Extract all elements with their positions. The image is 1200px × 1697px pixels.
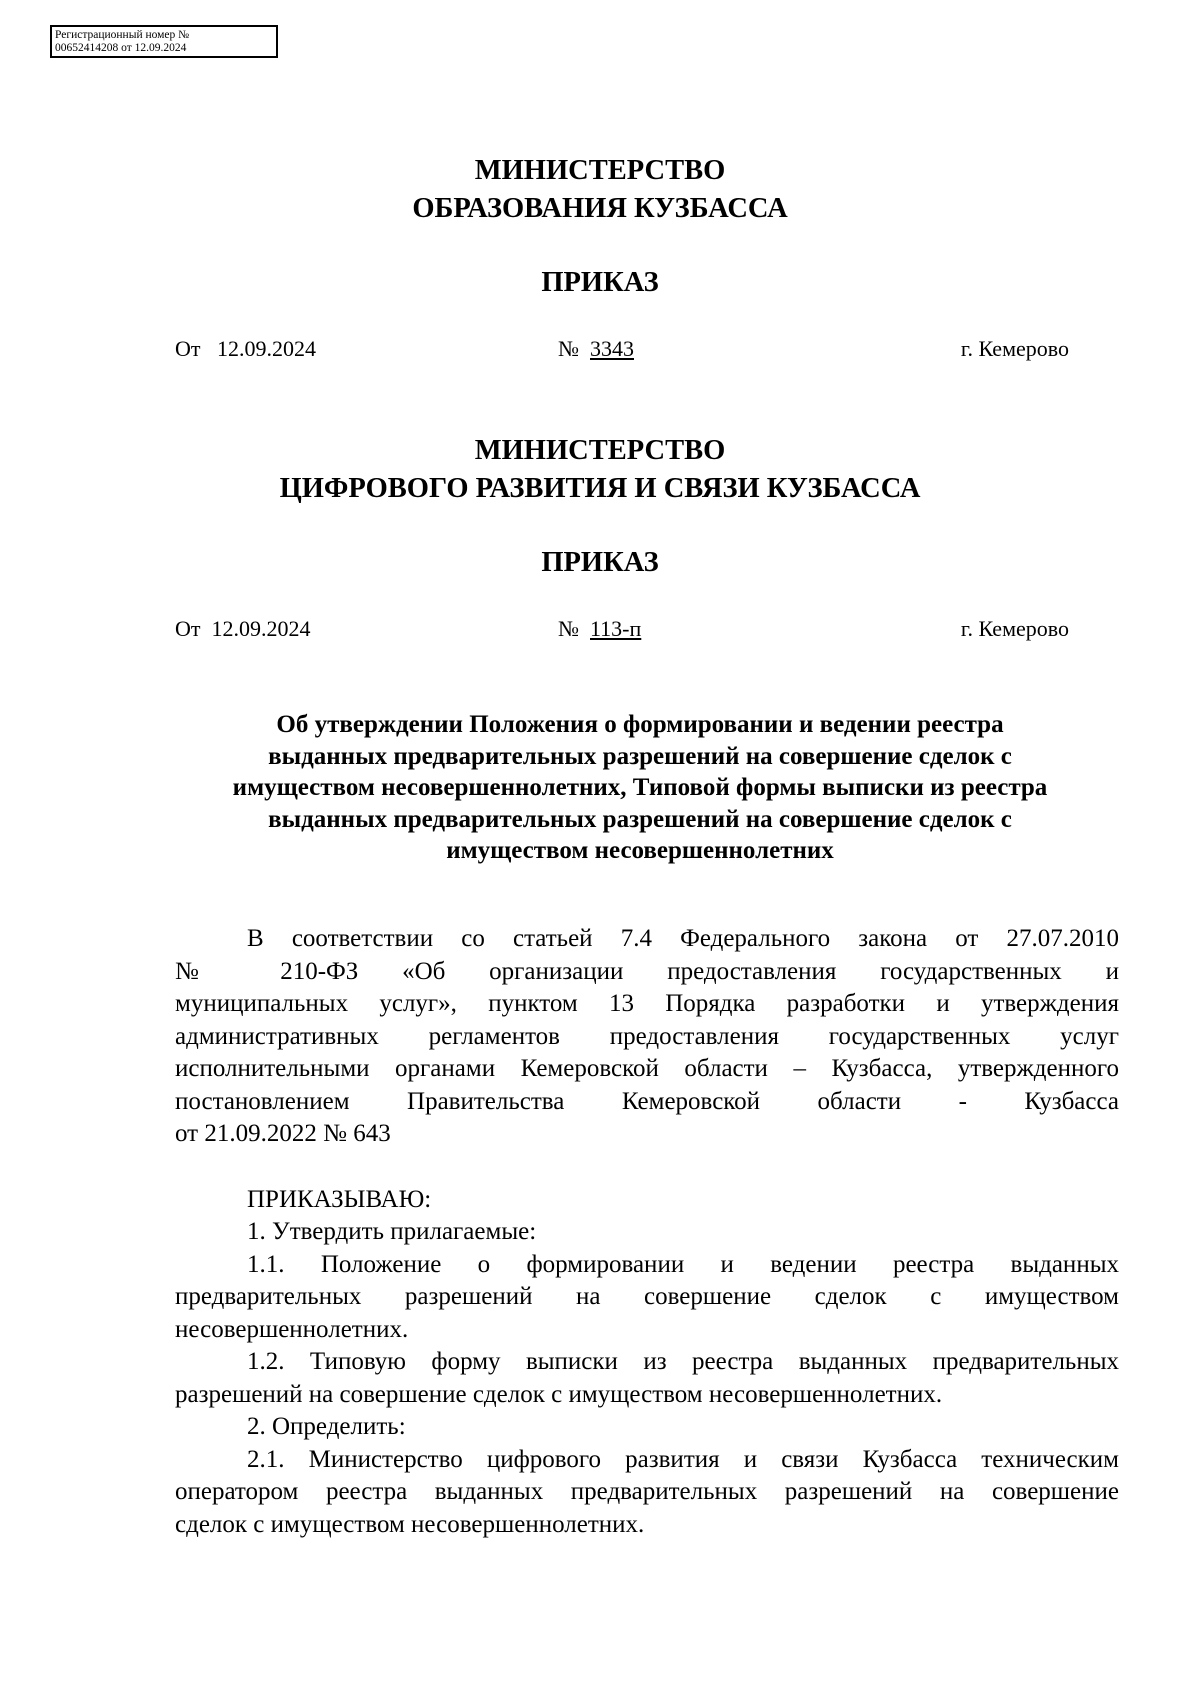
order-city-2: г. Кемерово: [960, 616, 1069, 641]
subject-line: Об утверждении Положения о формировании и ведении реестра: [276, 711, 1004, 738]
order-word: ПРИКАЗЫВАЮ:: [247, 1185, 432, 1213]
item-2: 2. Определить:: [247, 1413, 406, 1440]
item-1-1: [175, 1249, 1119, 1347]
order-number-2: № 113-п: [558, 616, 642, 641]
preamble-line: от 21.09.2022 № 643: [175, 1120, 391, 1147]
registration-number-value: 00652414208 от 12.09.2024: [55, 42, 187, 54]
item-1-2: [175, 1346, 1119, 1411]
ministry-heading-digital: [0, 432, 1200, 508]
preamble-line: В соответствии со статьей 7.4 Федерального закона от 27.07.2010: [247, 925, 1119, 952]
order-city-1: г. Кемерово: [960, 336, 1069, 361]
item-line: оператором реестра выданных предварительных разрешений на совершение: [175, 1478, 1119, 1505]
item-line: сделок с имуществом несовершеннолетних.: [175, 1510, 645, 1538]
ministry-title-line1: МИНИСТЕРСТВО: [474, 435, 726, 466]
item-line: разрешений на совершение сделок с имуществом несовершеннолетних.: [175, 1380, 943, 1408]
ministry-title-line2: ЦИФРОВОГО РАЗВИТИЯ И СВЯЗИ КУЗБАССА: [279, 473, 921, 504]
order-title-1: ПРИКАЗ: [541, 267, 659, 298]
subject-line: имуществом несовершеннолетних: [446, 837, 834, 864]
document-body: [175, 923, 1119, 1541]
preamble-line: исполнительными органами Кемеровской области – Кузбасса, утвержденного: [175, 1055, 1119, 1082]
order-meta-row-2: [175, 616, 1069, 648]
item-line: 1.2. Типовую форму выписки из реестра выданных предварительных: [247, 1348, 1119, 1375]
item-1: 1. Утвердить прилагаемые:: [247, 1218, 537, 1245]
subject-line: выданных предварительных разрешений на совершение сделок с: [268, 742, 1012, 770]
preamble-paragraph: [175, 923, 1119, 1151]
document-subject: [160, 709, 1120, 867]
item-line: 1.1. Положение о формировании и ведении реестра выданных: [247, 1250, 1119, 1278]
item-line: несовершеннолетних.: [175, 1315, 409, 1343]
registration-number-label: Регистрационный номер №: [55, 29, 190, 41]
subject-line: выданных предварительных разрешений на совершение сделок с: [268, 805, 1012, 833]
ministry-title-line2: ОБРАЗОВАНИЯ КУЗБАССА: [412, 193, 788, 224]
preamble-line: № 210-ФЗ «Об организации предоставления государственных и: [175, 957, 1119, 985]
ministry-title-line1: МИНИСТЕРСТВО: [474, 155, 726, 186]
order-meta-row-1: [175, 336, 1069, 368]
ministry-heading-education: [0, 152, 1200, 228]
order-title-2: ПРИКАЗ: [541, 547, 659, 578]
order-date-2: От 12.09.2024: [175, 616, 311, 641]
subject-line: имуществом несовершеннолетних, Типовой формы выписки из реестра: [232, 774, 1048, 801]
item-line: 2.1. Министерство цифрового развития и связи Кузбасса техническим: [247, 1445, 1119, 1473]
preamble-line: муниципальных услуг», пунктом 13 Порядка разработки и утверждения: [175, 990, 1119, 1017]
order-number-1: № 3343: [558, 336, 634, 361]
preamble-line: постановлением Правительства Кемеровской области - Кузбасса: [175, 1087, 1119, 1115]
order-date-1: От 12.09.2024: [175, 336, 317, 361]
item-2-1: [175, 1444, 1119, 1542]
registration-stamp: [50, 25, 278, 58]
preamble-line: административных регламентов предоставления государственных услуг: [175, 1022, 1119, 1050]
item-line: предварительных разрешений на совершение сделок с имуществом: [175, 1283, 1119, 1310]
